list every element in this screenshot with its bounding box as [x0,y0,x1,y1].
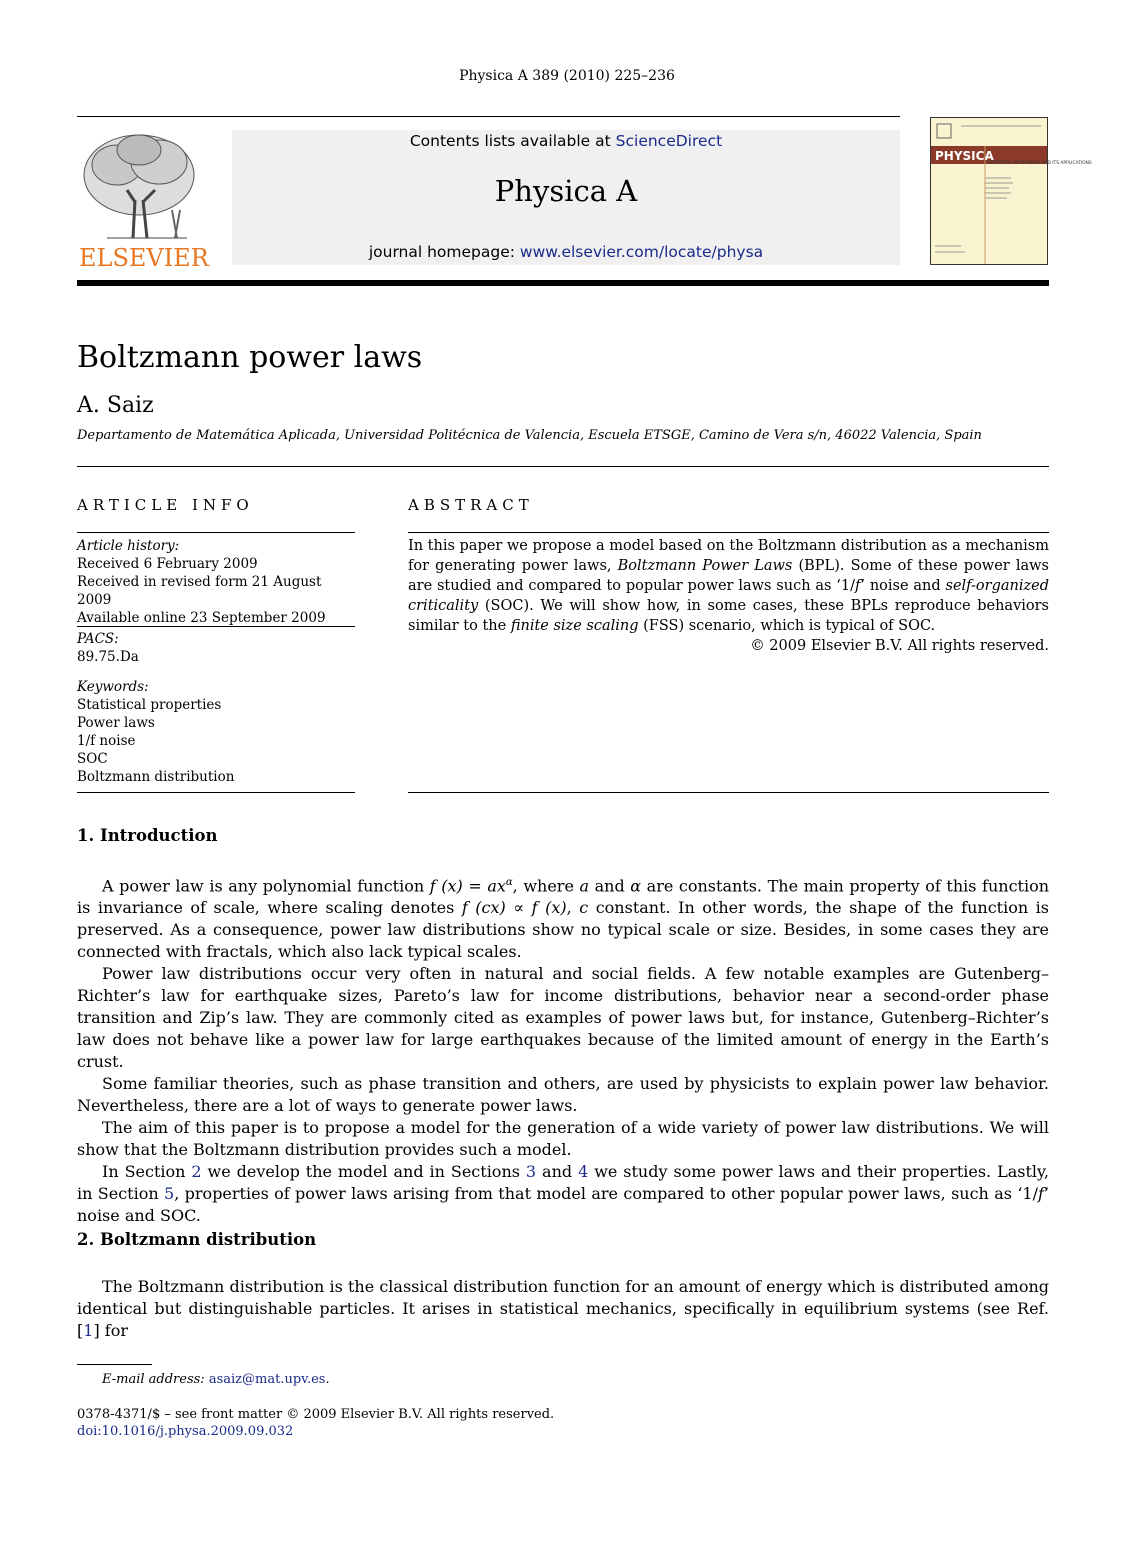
history-received: Received 6 February 2009 [77,556,258,572]
elsevier-tree-icon [77,130,209,272]
homepage-line [232,243,900,261]
abstract-copyright: © 2009 Elsevier B.V. All rights reserved. [750,638,1049,654]
abstract-rule-bottom [408,792,1049,793]
article-info-rule-mid [77,626,355,627]
paragraph: The aim of this paper is to propose a model for the generation of a wide variety of power law distributions. We will show that the Boltzmann distribution provides such a model. [77,1118,1049,1160]
journal-cover-thumbnail[interactable] [930,117,1092,265]
history-online: Available online 23 September 2009 [77,610,326,626]
article-info-heading: ARTICLE INFO [77,496,254,514]
keyword-item: Boltzmann distribution [77,769,235,785]
section-1-body [77,872,1049,1227]
section-1-heading: 1. Introduction [77,826,218,845]
journal-title: Physica A [494,174,638,208]
contents-line [232,130,900,151]
article-info-rule-top [77,532,355,533]
cover-title: PHYSICA [935,149,994,163]
article-info-rule-bottom [77,792,355,793]
pacs-code: 89.75.Da [77,649,139,665]
section-ref-link[interactable]: 5 [164,1184,175,1204]
paragraph: Power law distributions occur very often in natural and social fields. A few notable examples are Gutenberg–Richter’s law for earthquake sizes, Pareto’s law for income distributions, behavior near a second-order phase transition and Zip’s law. They are commonly cited as examples of power laws but, for instance, Gutenberg–Richter’s law does not behave like a power law for large earthquakes because of the limited amount of energy in the Earth’s crust. [77,964,1049,1072]
article-history [77,537,355,627]
paragraph: A power law is any polynomial function f $(x) = ax^\alpha$, where a and α are constants. The main property of this function is invariance of scale, where scaling denotes f (cx) ∝ f (x), c constant. In other words, the shape of the function is preserved. As a consequence, power law distributions show no typical scale or size. Besides, in some cases they are connected with fractals, which also lack typical scales. [77,876,1050,962]
homepage-link[interactable]: www.elsevier.com/locate/physa [519,243,764,261]
abstract-heading: ABSTRACT [408,496,534,514]
sciencedirect-link[interactable]: ScienceDirect [615,132,723,150]
history-revised: Received in revised form 21 August 2009 [77,574,322,608]
pacs-label: PACS: [77,631,119,647]
abstract-text: In this paper we propose a model based on the Boltzmann distribution as a mechanism for generating power laws, Boltzmann Power Laws (BPL). Some of these power laws are studied and compared to popular power laws such as ‘1/f’ noise and self-organized criticality (SOC). We will show how, in some cases, these BPLs reproduce behaviors similar to the finite size scaling (FSS) scenario, which is typical of SOC. © 2009 Elsevier B.V. All rights reserved. [408,538,1050,654]
keywords-label: Keywords: [77,679,149,695]
journal-masthead [232,130,900,265]
paragraph: In Section 2 we develop the model and in Sections 3 and 4 we study some power laws and their properties. Lastly, in Section 5, properties of power laws arising from that model are compared to other popular power laws, such as ‘1/f’ noise and SOC. [77,1162,1050,1226]
masthead-thick-rule [77,280,1049,286]
author-affiliation: Departamento de Matemática Aplicada, Universidad Politécnica de Valencia, Escuela ETSGE, Camino de Vera s/n, 46022 Valencia, Spain [77,428,982,443]
article-title: Boltzmann power laws [77,340,423,375]
section-ref-link[interactable]: 3 [525,1162,537,1182]
pacs-block [77,630,355,666]
paragraph: The Boltzmann distribution is the classical distribution function for an amount of energy which is distributed among identical but distinguishable particles. It arises in statistical mechanics, specifically in equilibrium systems (see Ref. [1] for [77,1277,1049,1340]
running-header: Physica A 389 (2010) 225–236 [459,68,675,84]
issn-line: 0378-4371/$ – see front matter © 2009 Elsevier B.V. All rights reserved. [77,1407,555,1422]
title-rule [77,466,1049,467]
paragraph: Some familiar theories, such as phase transition and others, are used by physicists to explain power law behavior. Nevertheless, there are a lot of ways to generate power laws. [77,1074,1049,1116]
keyword-item: Power laws [77,715,155,731]
keyword-item: SOC [77,751,108,767]
section-ref-link[interactable]: 4 [578,1162,589,1182]
keywords-block [77,678,355,786]
footnote-email: E-mail address: asaiz@mat.upv.es. [102,1372,330,1387]
footnote-rule [77,1364,152,1365]
email-link[interactable]: asaiz@mat.upv.es [208,1372,326,1387]
abstract-rule-top [408,532,1049,533]
cover-art-icon [931,118,1092,264]
history-label: Article history: [77,538,180,554]
article-author: A. Saiz [77,393,154,418]
elsevier-logo [77,130,209,272]
section-ref-link[interactable]: 2 [191,1162,202,1182]
cover-subtitle: STATISTICAL MECHANICS AND ITS APPLICATIONS [985,161,1092,166]
homepage-prefix: journal homepage: [368,243,520,261]
keyword-item: Statistical properties [77,697,222,713]
doi-link[interactable]: doi:10.1016/j.physa.2009.09.032 [77,1424,294,1439]
header-rule [77,116,900,117]
section-2-heading: 2. Boltzmann distribution [77,1230,317,1249]
contents-prefix: Contents lists available at [409,132,616,150]
keyword-item: 1/f noise [77,733,136,749]
citation-link[interactable]: 1 [83,1321,94,1340]
section-2-body [77,1276,1049,1342]
elsevier-wordmark: ELSEVIER [79,244,209,272]
